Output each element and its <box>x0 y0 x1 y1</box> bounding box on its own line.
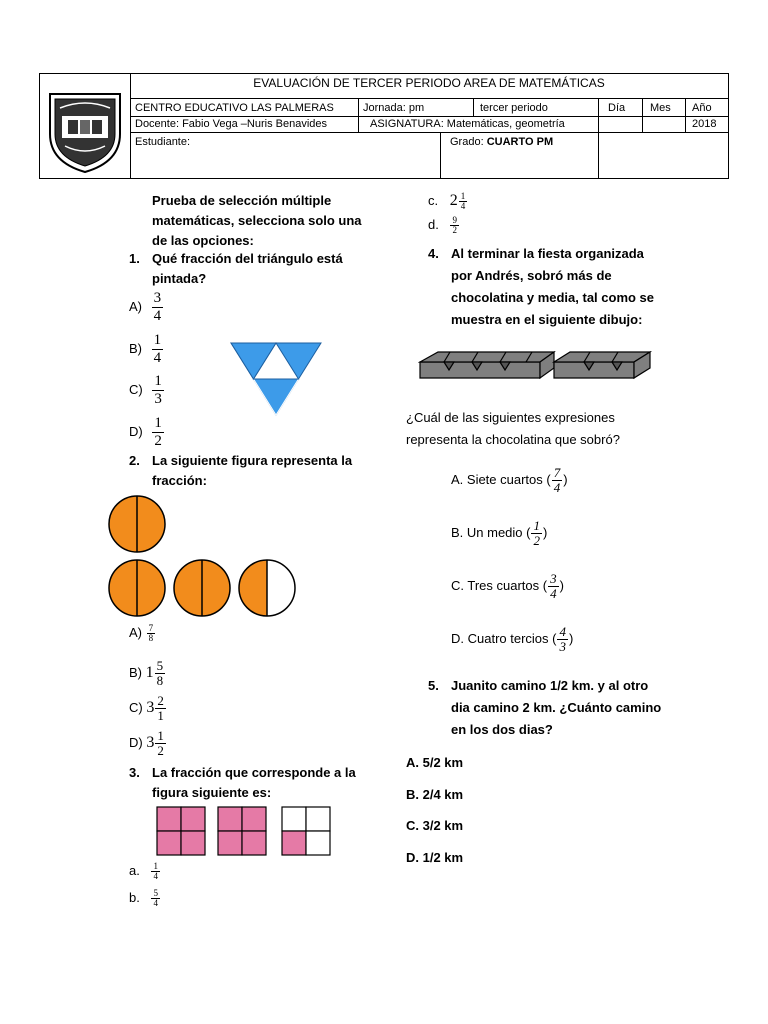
q2-option-b[interactable]: B) 1 $\frac{5}{8}$ <box>129 658 164 688</box>
intro-text: Prueba de selección múltiple matemáticas, selecciona solo una de las opciones: <box>152 193 362 248</box>
q2-option-c[interactable]: C) 3 $\frac{2}{1}$ <box>129 693 164 723</box>
q3-number: 3. <box>129 765 140 780</box>
asignatura: ASIGNATURA: Matemáticas, geometría <box>370 118 565 130</box>
school-crest-icon <box>40 74 130 178</box>
q4-question: ¿Cuál de las siguientes expresiones representa la chocolatina que sobró? <box>406 410 620 447</box>
grado-label: Grado: <box>450 136 484 148</box>
q1-option-b[interactable]: B) $\frac{1}{4}$ <box>129 332 162 366</box>
q4-option-c[interactable]: C. Tres cuartos ( $\frac{3}{4}$ ) <box>451 571 564 601</box>
q3-option-d[interactable]: d. $\frac{9}{2}$ <box>428 215 457 235</box>
q4-option-a[interactable]: A. Siete cuartos ( $\frac{7}{4}$ ) <box>451 465 568 495</box>
logo-cell <box>40 74 131 178</box>
q1-number: 1. <box>129 251 140 266</box>
chocolate-bars-figure <box>418 348 664 382</box>
q3-option-c[interactable]: c. 2 $\frac{1}{4}$ <box>428 191 466 212</box>
q2-text: La siguiente figura representa la fracción: <box>152 453 353 488</box>
anio-label: Año <box>692 102 712 114</box>
jornada: Jornada: pm <box>363 102 425 114</box>
grado <box>450 135 553 149</box>
q5-option-b[interactable]: B. 2/4 km <box>406 787 464 802</box>
q1-text: Qué fracción del triángulo está pintada? <box>152 251 343 286</box>
q4-option-d[interactable]: D. Cuatro tercios ( $\frac{4}{3}$ ) <box>451 624 574 654</box>
q1-option-d[interactable]: D) $\frac{1}{2}$ <box>129 415 162 449</box>
q5-number: 5. <box>428 678 439 693</box>
header-table <box>39 73 729 179</box>
year-value: 2018 <box>692 118 717 130</box>
circles-figure <box>105 494 301 622</box>
mes-label: Mes <box>650 102 671 114</box>
school-name: CENTRO EDUCATIVO LAS PALMERAS <box>135 102 334 114</box>
periodo: tercer periodo <box>480 102 548 114</box>
estudiante-label: Estudiante: <box>135 136 191 148</box>
docente: Docente: Fabio Vega –Nuris Benavides <box>135 118 328 130</box>
q3-text: La fracción que corresponde a la figura siguiente es: <box>152 765 356 800</box>
q2-number: 2. <box>129 453 140 468</box>
q2-option-a[interactable]: A) $\frac{7}{8}$ <box>129 623 154 643</box>
q2-option-d[interactable]: D) 3 $\frac{1}{2}$ <box>129 728 164 758</box>
q5-option-a[interactable]: A. 5/2 km <box>406 755 464 770</box>
triangle-figure <box>229 341 323 417</box>
dia-label: Día <box>608 102 626 114</box>
q4-number: 4. <box>428 246 439 261</box>
q3-option-b[interactable]: b. $\frac{5}{4}$ <box>129 888 158 908</box>
q4-text: Al terminar la fiesta organizada por Andrés, sobró más de chocolatina y media, tal como se muestra en el siguiente dibujo: <box>451 246 655 327</box>
grado-value: CUARTO PM <box>486 136 554 148</box>
exam-title: EVALUACIÓN DE TERCER PERIODO AREA DE MATEMÁTICAS <box>253 76 605 90</box>
q5-option-d[interactable]: D. 1/2 km <box>406 850 464 865</box>
q4-option-b[interactable]: B. Un medio ( $\frac{1}{2}$ ) <box>451 518 548 548</box>
q5-text: Juanito camino 1/2 km. y al otro dia camino 2 km. ¿Cuánto camino en los dos dias? <box>451 678 662 737</box>
q3-option-a[interactable]: a. $\frac{1}{4}$ <box>129 861 158 881</box>
q1-option-c[interactable]: C) $\frac{1}{3}$ <box>129 373 162 407</box>
q1-option-a[interactable]: A) $\frac{3}{4}$ <box>129 290 162 324</box>
squares-figure <box>156 806 332 858</box>
q5-option-c[interactable]: C. 3/2 km <box>406 818 464 833</box>
